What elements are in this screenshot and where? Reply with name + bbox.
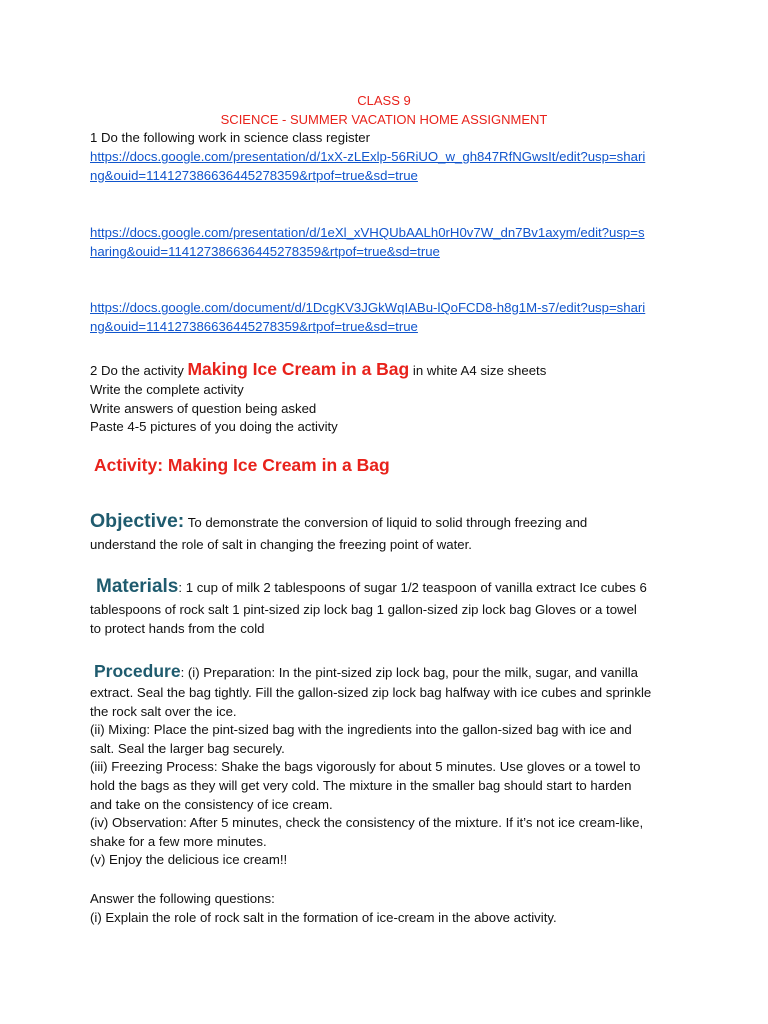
objective-heading: Objective:	[90, 510, 185, 532]
register-link-2[interactable]: https://docs.google.com/presentation/d/1eXl_xVHQUbAALh0rH0v7W_dn7Bv1axym/edit?usp=s haring&ouid=114127386636445278359&rtpof=true&sd=true	[90, 225, 645, 259]
procedure-heading: Procedure	[94, 661, 181, 681]
task2-steps: Write the complete activity Write answers of question being asked Paste 4-5 pictures of you doing the activity	[90, 382, 338, 435]
materials-heading: Materials	[96, 576, 179, 597]
task2-instruction: 2 Do the activity Making Ice Cream in a Bag in white A4 size sheets	[90, 359, 547, 379]
class-title: CLASS 9	[357, 93, 411, 108]
register-link-3[interactable]: https://docs.google.com/document/d/1DcgKV3JGkWqIABu-lQoFCD8-h8g1M-s7/edit?usp=shari ng&ouid=114127386636445278359&rtpof=true&sd=true	[90, 300, 646, 334]
task1-instruction: 1 Do the following work in science class register	[90, 130, 370, 145]
register-link-1[interactable]: https://docs.google.com/presentation/d/1xX-zLExlp-56RiUO_w_gh847RfNGwsIt/edit?usp=shari ng&ouid=114127386636445278359&rtpof=true&sd=true	[90, 149, 646, 183]
objective-section: Objective: To demonstrate the conversion of liquid to solid through freezing and	[90, 510, 588, 532]
procedure-section: Procedure: (i) Preparation: In the pint-sized zip lock bag, pour the milk, sugar, and vanilla	[94, 661, 638, 681]
activity-title: Activity: Making Ice Cream in a Bag	[94, 455, 390, 475]
objective-line2: understand the role of salt in changing the freezing point of water.	[90, 537, 472, 552]
materials-rest: tablespoons of rock salt 1 pint-sized zip lock bag 1 gallon-sized zip lock bag Gloves or a towel to protect hands from the cold	[90, 602, 637, 636]
materials-section: Materials: 1 cup of milk 2 tablespoons of sugar 1/2 teaspoon of vanilla extract Ice cubes 6	[96, 576, 647, 597]
question-1: (i) Explain the role of rock salt in the formation of ice-cream in the above activity.	[90, 910, 557, 925]
questions-intro: Answer the following questions:	[90, 891, 275, 906]
procedure-steps: extract. Seal the bag tightly. Fill the gallon-sized zip lock bag halfway with ice cubes and sprinkle the rock salt over the ice. (ii) Mixing: Place the pint-sized bag with the ingredients into the gallon-sized bag with ice and salt. Seal the larger bag securely. (iii) Freezing Process: Shake the bags vigorously for about 5 minutes. Use gloves or a towel to hold the bags as they will get very cold. The mixture in the smaller bag should start to harden and take on the consistency of ice cream. (iv) Observation: After 5 minutes, check the consistency of the mixture. If it’s not ice cream-like, shake for a few more minutes. (v) Enjoy the delicious ice cream!!	[90, 685, 652, 868]
assignment-title: SCIENCE - SUMMER VACATION HOME ASSIGNMENT	[220, 112, 548, 127]
activity-name: Making Ice Cream in a Bag	[187, 359, 410, 379]
